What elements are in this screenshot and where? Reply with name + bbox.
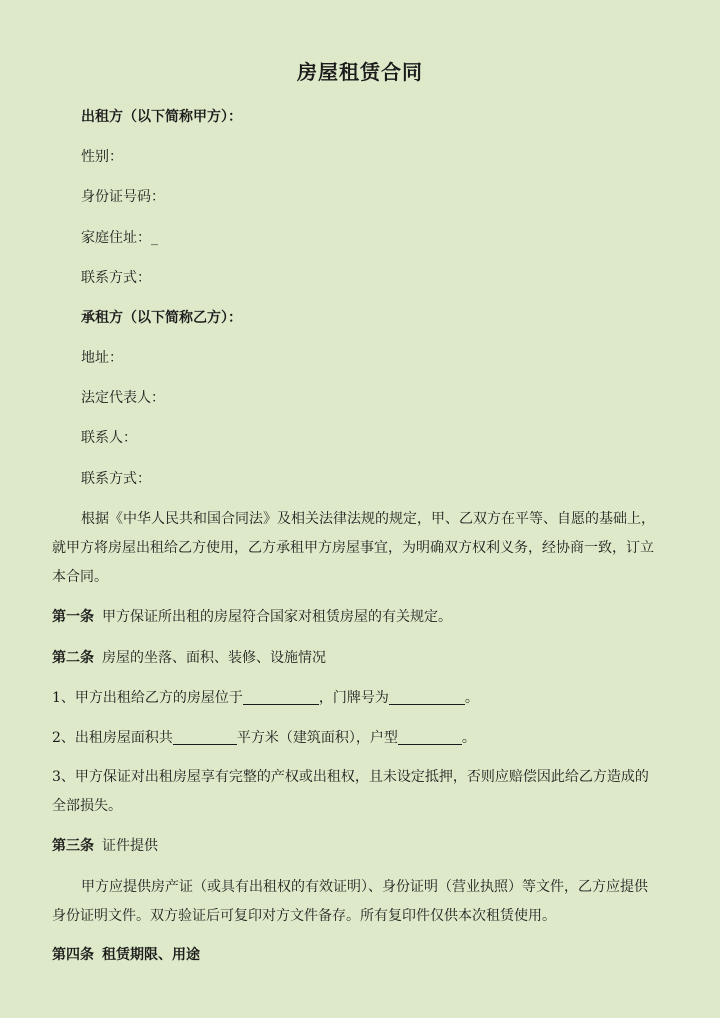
item-1-end: 。 — [464, 690, 479, 706]
lessor-gender: 性别： — [81, 149, 123, 165]
area-blank — [173, 730, 237, 745]
lessor-address: 家庭住址：_ — [81, 230, 158, 246]
article-1-number: 第一条 — [52, 609, 94, 625]
item-2-label: 2、出租房屋面积共 — [52, 730, 173, 746]
article-3-line-1: 甲方应提供房产证（或具有出租权的有效证明）、身份证明（营业执照）等文件，乙方应提供 — [81, 879, 648, 895]
article-3 — [52, 837, 158, 855]
article-2-item-2 — [52, 729, 476, 747]
preamble-line-3: 本合同。 — [52, 569, 108, 585]
document-title: 房屋租赁合同 — [297, 60, 423, 84]
lessor-id-number: 身份证号码： — [81, 189, 165, 205]
article-4-number: 第四条 — [52, 947, 94, 963]
article-2-text: 房屋的坐落、面积、装修、设施情况 — [102, 650, 326, 666]
preamble-line-1: 根据《中华人民共和国合同法》及相关法律法规的规定，甲、乙双方在平等、自愿的基础上， — [81, 511, 655, 527]
item-2-end: 。 — [461, 730, 476, 746]
article-2-number: 第二条 — [52, 650, 94, 666]
doorplate-blank — [389, 690, 465, 705]
article-3-number: 第三条 — [52, 838, 94, 854]
lessee-heading: 承租方（以下简称乙方）： — [81, 310, 242, 326]
article-2-item-1 — [52, 689, 479, 707]
location-blank — [243, 690, 319, 705]
article-2-item-3-line-2: 全部损失。 — [52, 798, 122, 814]
preamble-line-2: 就甲方将房屋出租给乙方使用，乙方承租甲方房屋事宜，为明确双方权利义务，经协商一致，订立 — [52, 540, 654, 556]
article-2-item-3-line-1: 3、甲方保证对出租房屋享有完整的产权或出租权，且未设定抵押，否则应赔偿因此给乙方造成的 — [52, 769, 649, 785]
article-4 — [52, 946, 200, 964]
article-1-text: 甲方保证所出租的房屋符合国家对租赁房屋的有关规定。 — [102, 609, 452, 625]
lessee-legal-rep: 法定代表人： — [81, 390, 165, 406]
lessee-contact: 联系方式： — [81, 471, 151, 487]
article-4-text: 租赁期限、用途 — [102, 947, 200, 963]
lessee-address: 地址： — [81, 350, 123, 366]
article-2 — [52, 649, 326, 667]
lessor-contact: 联系方式： — [81, 270, 151, 286]
lessor-heading: 出租方（以下简称甲方）： — [81, 109, 242, 125]
item-1-doorplate: ，门牌号为 — [318, 690, 389, 706]
article-3-text: 证件提供 — [102, 838, 158, 854]
lessee-contact-person: 联系人： — [81, 430, 137, 446]
article-3-line-2: 身份证明文件。双方验证后可复印对方文件备存。所有复印件仅供本次租赁使用。 — [52, 908, 556, 924]
item-2-unit: 平方米（建筑面积），户型 — [236, 730, 398, 746]
item-1-label: 1、甲方出租给乙方的房屋位于 — [52, 690, 243, 706]
article-1 — [52, 608, 452, 626]
layout-blank — [398, 730, 462, 745]
